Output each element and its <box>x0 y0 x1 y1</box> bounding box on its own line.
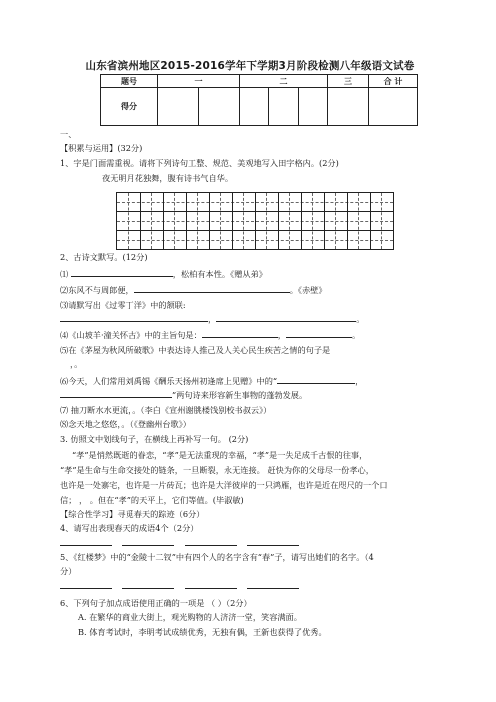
score-header-cell: 合 计 <box>369 75 418 88</box>
question-6-option-b: B. 体育考试时，李明考试成绩优秀，无独有偶，王新也获得了优秀。 <box>78 627 327 637</box>
answer-blank[interactable] <box>134 283 290 293</box>
item-text: ，松柏有本性。《赠从弟》 <box>172 269 267 279</box>
item-text: 。 <box>352 330 361 340</box>
part-heading: 【积累与运用】(32分) <box>60 143 143 153</box>
question-2-item-7: ⑺ 抽刀断水水更流，。（李白《宣州谢朓楼饯别校书叔云》） <box>60 405 272 415</box>
answer-blank[interactable] <box>122 579 174 589</box>
question-1-poem: 夜无明月花独舞，腹有诗书气自华。 <box>102 173 234 183</box>
question-6-option-a: A. 在繁华的商业大街上，观光购物的人济济一堂，笑容满面。 <box>78 612 302 622</box>
question-2-item-5: ⑸在《茅屋为秋风所破歌》中表达诗人推己及人关心民生疾苦之情的句子是 <box>60 345 331 355</box>
answer-blank[interactable] <box>60 579 112 589</box>
score-header-cell: 一 <box>158 75 240 88</box>
answer-blank[interactable] <box>71 267 173 277</box>
score-cell[interactable] <box>298 88 327 126</box>
score-table-header-row <box>101 75 418 88</box>
page-title: 山东省滨州地区2015-2016学年下学期3月阶段检测八年级语文试卷 <box>85 60 415 72</box>
score-cell[interactable] <box>328 88 369 126</box>
answer-blank[interactable] <box>202 328 278 338</box>
answer-blank[interactable] <box>60 312 208 322</box>
comprehensive-heading: 【综合性学习】寻觅春天的踪迹（6分） <box>60 509 205 519</box>
question-3-paragraph-line: “孝”是悄然既逝的眷恋，“孝”是无法重现的幸福，“孝”是一失足成千古恨的往事， <box>72 450 368 460</box>
item-text: ⑹今天，人们常用刘禹锡《酬乐天扬州初逢席上见赠》中的“ <box>60 376 278 386</box>
answer-blank[interactable] <box>247 579 299 589</box>
item-marker: ⑴ <box>60 269 71 279</box>
answer-blank[interactable] <box>60 388 172 398</box>
answer-blank[interactable] <box>185 579 237 589</box>
question-2-item-3-answer <box>60 312 364 325</box>
item-text: ， <box>208 314 217 324</box>
score-header-cell: 三 <box>328 75 369 88</box>
score-header-cell: 题号 <box>101 75 158 88</box>
question-3-paragraph-line: 信； ， 。但在“孝”的天平上，它们等值。(毕淑敏) <box>60 495 244 505</box>
answer-blank[interactable] <box>286 328 352 338</box>
section-number: 一、 <box>60 129 77 139</box>
question-2-item-4 <box>60 328 360 341</box>
score-cell[interactable] <box>269 88 298 126</box>
item-text: ⑵东风不与周郎便， <box>60 285 134 295</box>
question-5-blanks <box>60 579 299 592</box>
question-2-item-6 <box>60 374 363 387</box>
question-6: 6、下列句子加点成语使用正确的一项是 （ ）（2分） <box>60 598 252 608</box>
answer-blank[interactable] <box>60 536 112 546</box>
question-2-item-6-cont <box>60 388 307 401</box>
score-cell[interactable] <box>369 88 418 126</box>
score-row-label: 得分 <box>101 88 158 126</box>
question-2-item-1 <box>60 267 267 280</box>
score-table <box>100 74 418 126</box>
answer-blank[interactable] <box>185 536 237 546</box>
answer-blank[interactable] <box>216 312 356 322</box>
question-4: 4、请写出表现春天的成语4个（2分） <box>60 523 199 533</box>
score-table-score-row <box>101 88 418 126</box>
score-cell[interactable] <box>158 88 199 126</box>
question-2: 2、古诗文默写。(12分) <box>60 252 148 262</box>
answer-blank[interactable] <box>277 374 355 384</box>
question-2-item-5-cont: ，。 <box>70 359 83 369</box>
question-1: 1、字是门面需重视。请将下列诗句工整、规范、美观地写入田字格内。(2分) <box>60 158 339 168</box>
answer-blank[interactable] <box>247 536 299 546</box>
item-text: ， <box>277 330 286 340</box>
item-text: ”两句诗来形容新生事物的蓬勃发展。 <box>172 390 308 400</box>
tianzi-writing-grid[interactable] <box>116 192 394 250</box>
score-cell[interactable] <box>240 88 269 126</box>
question-2-item-8: ⑻念天地之悠悠，。（《登幽州台歌》） <box>60 419 191 429</box>
item-text: ⑷《山坡羊·潼关怀古》中的主旨句是： <box>60 330 202 340</box>
item-text: ， <box>355 376 364 386</box>
score-header-cell: 二 <box>240 75 328 88</box>
item-text: 。《赤壁》 <box>289 285 327 295</box>
question-5: 5、《红楼梦》中的“金陵十二钗”中有四个人的名字含有“春”子，请写出她们的名字。（4 <box>60 552 374 562</box>
question-5-cont: 分） <box>60 566 77 576</box>
question-2-item-3: ⑶请默写出《过零丁洋》中的颔联: <box>60 300 186 310</box>
question-4-blanks <box>60 536 299 549</box>
question-3: 3. 仿照文中划线句子，在横线上再补写一句。 (2分) <box>60 434 249 444</box>
question-3-paragraph-line: 也许是一处寨宅，也许是一片砖瓦；也许是大洋彼岸的一只鸿雁，也许是近在咫尺的一个口 <box>60 480 388 490</box>
answer-blank[interactable] <box>122 536 174 546</box>
score-cell[interactable] <box>199 88 240 126</box>
question-2-item-2 <box>60 283 327 296</box>
question-3-paragraph-line: “孝”是生命与生命交接处的链条，一旦断裂，永无连接。 赶快为你的父母尽一份孝心， <box>60 465 374 475</box>
item-text: 。 <box>356 314 365 324</box>
